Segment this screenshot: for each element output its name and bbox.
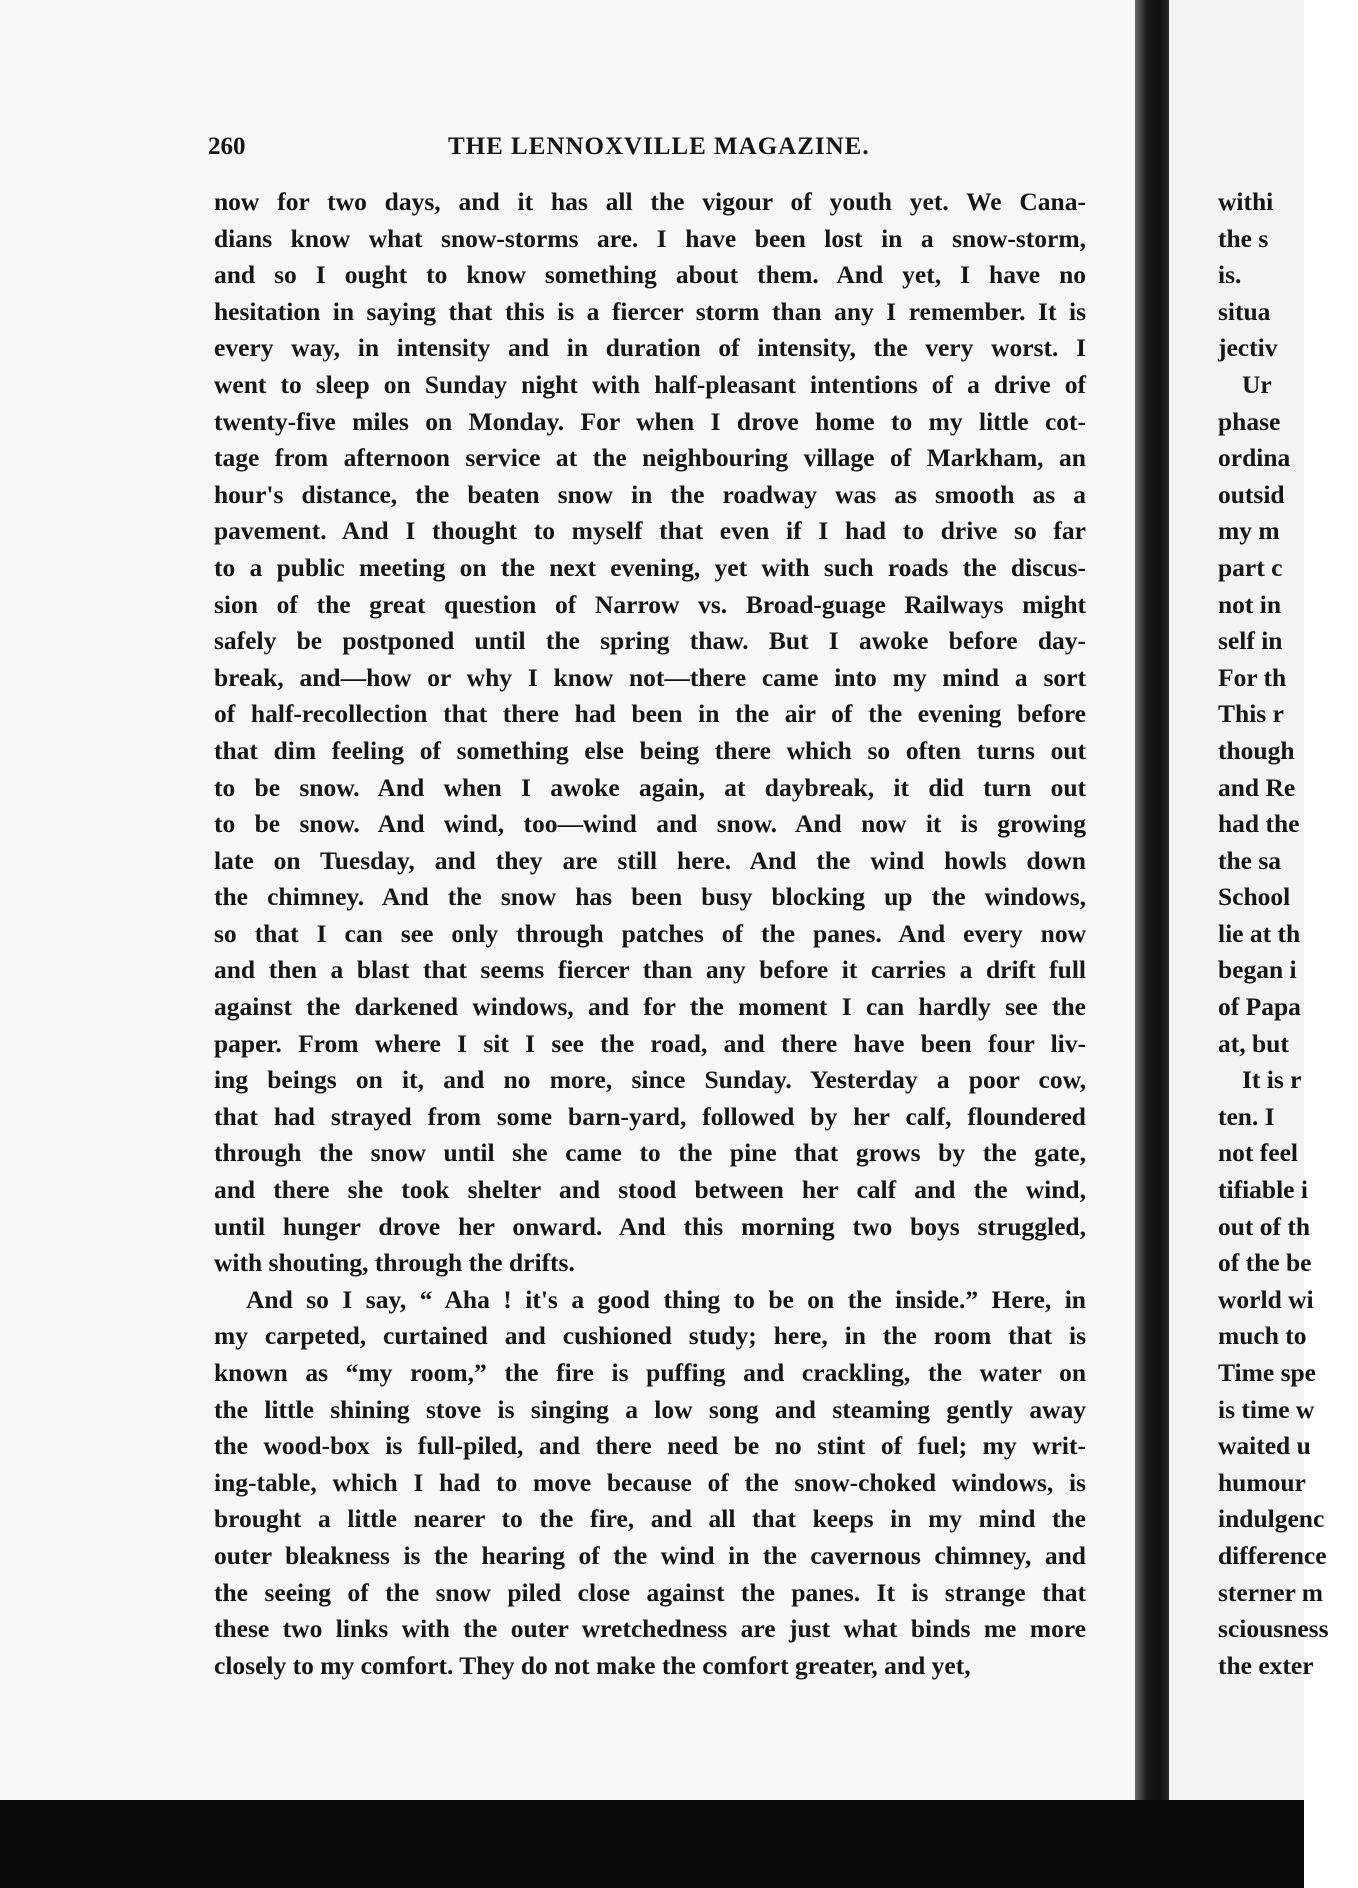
- text-line: late on Tuesday, and they are still here. And the wind howls down: [214, 845, 1086, 875]
- right-text-line: the exter: [1218, 1650, 1314, 1680]
- text-line: the chimney. And the snow has been busy blocking up the windows,: [214, 882, 1086, 912]
- text-line: pavement. And I thought to myself that even if I had to drive so far: [214, 516, 1086, 546]
- page-number: 260: [208, 133, 246, 160]
- text-line: closely to my comfort. They do not make the comfort greater, and yet,: [214, 1650, 971, 1680]
- text-line: the little shining stove is singing a low song and steaming gently away: [214, 1394, 1086, 1424]
- right-text-line: withi: [1218, 187, 1274, 216]
- text-line: safely be postponed until the spring thaw. But I awoke before day-: [214, 626, 1086, 656]
- text-line: that dim feeling of something else being there which so often turns out: [214, 735, 1086, 765]
- right-text-line: tifiable i: [1218, 1175, 1308, 1205]
- right-text-line: part c: [1218, 552, 1283, 582]
- running-title: THE LENNOXVILLE MAGAZINE.: [448, 133, 870, 160]
- right-text-line: Ur: [1242, 369, 1272, 399]
- right-text-line: of the be: [1218, 1248, 1312, 1278]
- text-line: and then a blast that seems fiercer than any before it carries a drift full: [214, 955, 1086, 985]
- right-text-line: much to: [1218, 1321, 1307, 1351]
- right-text-line: not in: [1218, 589, 1282, 619]
- text-line: and there she took shelter and stood between her calf and the wind,: [214, 1175, 1086, 1205]
- right-text-line: School: [1218, 882, 1291, 912]
- text-line: until hunger drove her onward. And this morning two boys struggled,: [214, 1211, 1086, 1241]
- right-text-line: phase: [1218, 406, 1281, 436]
- text-line: against the darkened windows, and for the moment I can hardly see the: [214, 992, 1086, 1022]
- right-text-line: waited u: [1218, 1431, 1311, 1461]
- right-text-line: began i: [1218, 955, 1297, 985]
- text-line: tage from afternoon service at the neighbouring village of Markham, an: [214, 443, 1086, 473]
- text-line: outer bleakness is the hearing of the wind in the cavernous chimney, and: [214, 1540, 1086, 1570]
- right-text-line: ordina: [1218, 443, 1291, 473]
- right-text-line: jectiv: [1218, 333, 1278, 363]
- text-line: through the snow until she came to the pine that grows by the gate,: [214, 1138, 1086, 1168]
- right-text-line: is time w: [1218, 1394, 1315, 1424]
- right-text-line: not feel: [1218, 1138, 1299, 1168]
- text-line: went to sleep on Sunday night with half-pleasant intentions of a drive of: [214, 369, 1086, 399]
- right-text-line: indulgenc: [1218, 1504, 1325, 1534]
- right-text-line: Time spe: [1218, 1358, 1316, 1387]
- right-text-line: lie at th: [1218, 918, 1301, 948]
- right-text-line: had the: [1218, 809, 1300, 839]
- page-header: [208, 133, 1078, 169]
- right-text-line: ten. I: [1218, 1101, 1275, 1131]
- text-line: to be snow. And wind, too—wind and snow. And now it is growing: [214, 809, 1086, 839]
- right-text-line: sterner m: [1218, 1577, 1324, 1607]
- right-text-line: This r: [1218, 699, 1284, 729]
- right-text-line: situa: [1218, 296, 1271, 326]
- right-text-line: is.: [1218, 260, 1242, 290]
- right-page-text: [1218, 184, 1358, 1684]
- right-text-line: out of th: [1218, 1211, 1311, 1241]
- text-line: hour's distance, the beaten snow in the roadway was as smooth as a: [214, 479, 1086, 509]
- right-text-line: world wi: [1218, 1284, 1314, 1314]
- text-line: with shouting, through the drifts.: [214, 1248, 575, 1278]
- right-text-line: difference: [1218, 1540, 1327, 1570]
- text-line: known as “my room,” the fire is puffing and crackling, the water on: [214, 1358, 1086, 1387]
- text-line: now for two days, and it has all the vigour of youth yet. We Cana-: [214, 187, 1086, 216]
- text-line: my carpeted, curtained and cushioned study; here, in the room that is: [214, 1321, 1086, 1351]
- right-text-line: outsid: [1218, 479, 1285, 509]
- text-line: twenty-five miles on Monday. For when I drove home to my little cot-: [214, 406, 1086, 436]
- right-text-line: It is r: [1242, 1065, 1302, 1095]
- scan-border: [0, 1800, 1304, 1888]
- text-line: and so I ought to know something about them. And yet, I have no: [214, 260, 1086, 290]
- right-text-line: the sa: [1218, 845, 1282, 875]
- right-text-line: my m: [1218, 516, 1280, 546]
- text-line: to a public meeting on the next evening, yet with such roads the discus-: [214, 552, 1086, 582]
- text-line: every way, in intensity and in duration of intensity, the very worst. I: [214, 333, 1086, 363]
- book-gutter: [1135, 0, 1169, 1800]
- text-line: that had strayed from some barn-yard, followed by her calf, floundered: [214, 1101, 1086, 1131]
- text-line: sion of the great question of Narrow vs. Broad-guage Railways might: [214, 589, 1086, 619]
- right-text-line: of Papa: [1218, 992, 1301, 1022]
- right-text-line: at, but: [1218, 1028, 1289, 1058]
- text-line: ing beings on it, and no more, since Sunday. Yesterday a poor cow,: [214, 1065, 1086, 1095]
- right-text-line: sciousness: [1218, 1614, 1329, 1644]
- text-line: dians know what snow-storms are. I have been lost in a snow-storm,: [214, 223, 1086, 253]
- text-line: so that I can see only through patches of the panes. And every now: [214, 918, 1086, 948]
- text-line: of half-recollection that there had been in the air of the evening before: [214, 699, 1086, 729]
- text-line: break, and—how or why I know not—there came into my mind a sort: [214, 662, 1086, 692]
- text-line: hesitation in saying that this is a fiercer storm than any I remember. It is: [214, 296, 1086, 326]
- right-text-line: and Re: [1218, 772, 1296, 802]
- text-line: And so I say, “ Aha ! it's a good thing to be on the inside.” Here, in: [246, 1284, 1086, 1314]
- text-line: paper. From where I sit I see the road, and there have been four liv-: [214, 1028, 1086, 1058]
- body-text: [214, 184, 1086, 1684]
- text-line: to be snow. And when I awoke again, at daybreak, it did turn out: [214, 772, 1086, 802]
- text-line: ing-table, which I had to move because of the snow-choked windows, is: [214, 1467, 1086, 1497]
- right-text-line: humour: [1218, 1467, 1306, 1497]
- right-text-line: the s: [1218, 223, 1269, 253]
- text-line: the wood-box is full-piled, and there need be no stint of fuel; my writ-: [214, 1431, 1086, 1461]
- text-line: the seeing of the snow piled close against the panes. It is strange that: [214, 1577, 1086, 1607]
- right-text-line: though: [1218, 735, 1295, 765]
- text-line: brought a little nearer to the fire, and all that keeps in my mind the: [214, 1504, 1086, 1534]
- right-text-line: self in: [1218, 626, 1283, 656]
- text-line: these two links with the outer wretchedness are just what binds me more: [214, 1614, 1086, 1644]
- right-text-line: For th: [1218, 662, 1287, 692]
